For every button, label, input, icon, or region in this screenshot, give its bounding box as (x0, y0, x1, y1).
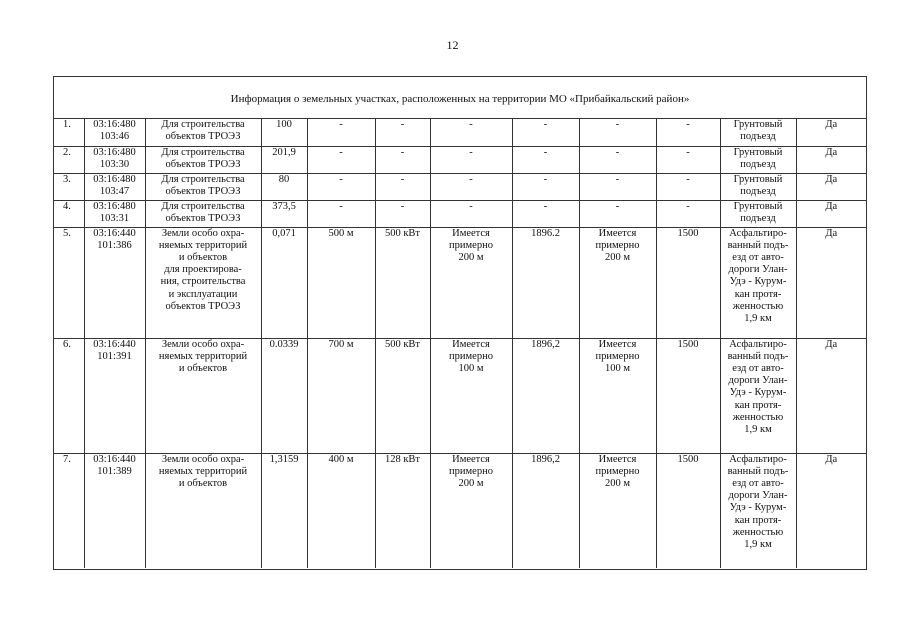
area-cell (261, 200, 307, 227)
sewerage-cell (579, 200, 656, 227)
cell-line: 200 м (604, 251, 631, 263)
cell-line: езд от авто- (732, 362, 784, 374)
cell-line: кан протя- (734, 288, 782, 300)
cell-line: Имеется (598, 453, 637, 465)
cell-line: няемых территорий (158, 350, 248, 362)
cell-line: Удэ - Курум- (729, 502, 787, 514)
cell-line: 1896.2 (531, 227, 560, 239)
cell-line: 03:16:480 (93, 119, 136, 130)
cell-line: дороги Улан- (728, 375, 788, 387)
cell-line: подъезд (740, 131, 776, 143)
cell-line: 100 (276, 119, 292, 130)
cell-line: 103:31 (99, 212, 130, 224)
cell-line: и объектов (178, 362, 228, 374)
road-access-cell (720, 227, 796, 338)
purpose-cell (145, 119, 261, 146)
availability-cell (796, 173, 866, 200)
cell-line: подъезд (740, 158, 776, 170)
availability-cell (796, 146, 866, 173)
cell-line: 101:391 (97, 350, 132, 362)
cadastral-number-cell (84, 453, 145, 568)
cell-line: Для строительства (161, 119, 245, 130)
cell-line: 100 м (458, 362, 484, 374)
cell-line: 200 м (458, 251, 484, 263)
water-value-cell (512, 338, 579, 453)
cell-line: 201,9 (272, 146, 296, 158)
cell-line: и объектов (178, 251, 228, 263)
cell-line: - (543, 200, 548, 212)
cell-line: объектов ТРОЭЗ (165, 185, 241, 197)
area-cell (261, 453, 307, 568)
distance-cell (307, 200, 375, 227)
water-value-cell (512, 227, 579, 338)
cell-line: 1,3159 (269, 453, 299, 465)
cell-line: Асфальтиро- (729, 453, 787, 465)
cell-line: - (339, 119, 343, 130)
cell-line: - (469, 200, 473, 212)
cell-line: 03:16:480 (93, 200, 136, 212)
cell-line: Имеется (452, 227, 490, 239)
cell-line: объектов ТРОЭЗ (165, 158, 241, 170)
cell-line: Имеется (452, 453, 490, 465)
page-number: 12 (446, 38, 459, 52)
sewerage-cell (579, 227, 656, 338)
table-title: Информация о земельных участках, расположенных на территории МО «Прибайкальский район» (54, 77, 866, 119)
cell-line: - (400, 146, 405, 158)
availability-cell (796, 119, 866, 146)
road-access-cell (720, 200, 796, 227)
area-cell (261, 227, 307, 338)
power-cell (375, 173, 430, 200)
cell-line: примерно (449, 350, 493, 362)
water-supply-cell (430, 227, 512, 338)
cell-line: Да (825, 338, 838, 350)
sewerage-cell (579, 146, 656, 173)
water-value-cell (512, 119, 579, 146)
road-access-cell (720, 173, 796, 200)
row-number-cell: 6. (54, 338, 84, 453)
cell-line: - (686, 146, 690, 158)
cell-line: - (543, 173, 548, 185)
cell-line: 101:386 (97, 239, 132, 251)
cadastral-number-cell (84, 119, 145, 146)
cell-line: 500 кВт (384, 227, 421, 239)
power-cell (375, 338, 430, 453)
availability-cell (796, 227, 866, 338)
cell-line: 103:30 (99, 158, 130, 170)
cell-line: Земли особо охра- (161, 453, 245, 465)
purpose-cell (145, 146, 261, 173)
cell-line: - (339, 200, 343, 212)
cell-line: Асфальтиро- (729, 338, 787, 350)
availability-cell (796, 453, 866, 568)
cell-line: 101:389 (97, 465, 132, 477)
water-supply-cell (430, 173, 512, 200)
row-number-cell: 3. (54, 173, 84, 200)
cell-line: 0,071 (272, 227, 296, 239)
cell-line: 1,9 км (744, 312, 772, 324)
cell-line: ванный подъ- (727, 465, 789, 477)
water-supply-cell (430, 119, 512, 146)
table-row (54, 173, 866, 200)
table-row (54, 338, 866, 453)
area-cell (261, 338, 307, 453)
water-value-cell (512, 200, 579, 227)
sewerage-value-cell (656, 200, 720, 227)
cell-line: женностью (732, 526, 784, 538)
sewerage-cell (579, 119, 656, 146)
cell-line: - (686, 119, 690, 130)
water-supply-cell (430, 146, 512, 173)
cell-line: 1500 (677, 338, 699, 350)
cell-line: 03:16:480 (93, 173, 136, 185)
cell-line: Для строительства (161, 173, 245, 185)
cell-line: ванный подъ- (727, 350, 789, 362)
cell-line: женностью (732, 300, 784, 312)
cell-line: - (686, 200, 690, 212)
distance-cell (307, 338, 375, 453)
row-number-cell: 5. (54, 227, 84, 338)
cell-line: ванный подъ- (727, 239, 789, 251)
cell-line: Да (825, 146, 838, 158)
cell-line: 700 м (328, 338, 354, 350)
sewerage-cell (579, 338, 656, 453)
purpose-cell (145, 227, 261, 338)
cell-line: - (615, 119, 620, 130)
table-row (54, 146, 866, 173)
sewerage-cell (579, 453, 656, 568)
distance-cell (307, 146, 375, 173)
cadastral-number-cell (84, 173, 145, 200)
sewerage-value-cell (656, 453, 720, 568)
cell-line: - (615, 146, 620, 158)
cell-line: примерно (449, 239, 493, 251)
power-cell (375, 119, 430, 146)
cell-line: дороги Улан- (728, 490, 788, 502)
distance-cell (307, 227, 375, 338)
cell-line: Да (825, 173, 838, 185)
road-access-cell (720, 453, 796, 568)
cell-line: Имеется (598, 227, 637, 239)
cell-line: Да (825, 227, 838, 239)
cell-line: Грунтовый (733, 119, 783, 130)
sewerage-value-cell (656, 146, 720, 173)
water-supply-cell (430, 200, 512, 227)
cell-line: Земли особо охра- (161, 227, 245, 239)
cell-line: няемых территорий (158, 239, 248, 251)
cell-line: примерно (595, 465, 640, 477)
land-plots-table (54, 119, 866, 568)
road-access-cell (720, 146, 796, 173)
distance-cell (307, 119, 375, 146)
cell-line: 1500 (677, 227, 699, 239)
cell-line: - (615, 173, 620, 185)
cell-line: - (469, 146, 473, 158)
cell-line: 1500 (677, 453, 699, 465)
purpose-cell (145, 200, 261, 227)
sewerage-value-cell (656, 173, 720, 200)
cell-line: - (615, 200, 620, 212)
cell-line: Грунтовый (733, 146, 783, 158)
cell-line: - (469, 119, 473, 130)
area-cell (261, 173, 307, 200)
distance-cell (307, 453, 375, 568)
cell-line: женностью (732, 411, 784, 423)
road-access-cell (720, 119, 796, 146)
cell-line: примерно (595, 350, 640, 362)
availability-cell (796, 338, 866, 453)
cell-line: подъезд (740, 185, 776, 197)
cell-line: 373,5 (272, 200, 296, 212)
cell-line: объектов ТРОЭЗ (165, 300, 241, 312)
cell-line: 1896,2 (531, 453, 560, 465)
availability-cell (796, 200, 866, 227)
cell-line: 0.0339 (269, 338, 299, 350)
cell-line: ния, строительства (160, 276, 246, 288)
cell-line: 03:16:440 (93, 453, 136, 465)
sewerage-value-cell (656, 227, 720, 338)
row-number-cell: 7. (54, 453, 84, 568)
area-cell (261, 146, 307, 173)
purpose-cell (145, 338, 261, 453)
cell-line: кан протя- (734, 514, 782, 526)
power-cell (375, 227, 430, 338)
cell-line: Земли особо охра- (161, 338, 245, 350)
purpose-cell (145, 173, 261, 200)
cell-line: 03:16:480 (93, 146, 136, 158)
cell-line: объектов ТРОЭЗ (165, 131, 241, 143)
cell-line: 400 м (328, 453, 354, 465)
cell-line: Удэ - Курум- (729, 276, 787, 288)
cadastral-number-cell (84, 200, 145, 227)
cell-line: для проектирова- (164, 264, 242, 276)
cell-line: Имеется (598, 338, 637, 350)
sewerage-value-cell (656, 338, 720, 453)
cell-line: 200 м (604, 477, 631, 489)
cell-line: Асфальтиро- (729, 227, 787, 239)
cell-line: Имеется (452, 338, 490, 350)
road-access-cell (720, 338, 796, 453)
cell-line: - (543, 119, 548, 130)
sewerage-value-cell (656, 119, 720, 146)
cell-line: езд от авто- (732, 477, 784, 489)
cell-line: объектов ТРОЭЗ (165, 212, 241, 224)
row-number-cell: 2. (54, 146, 84, 173)
row-number-cell: 4. (54, 200, 84, 227)
cell-line: - (400, 119, 405, 130)
cell-line: Для строительства (161, 200, 245, 212)
cell-line: и объектов (178, 477, 228, 489)
cell-line: няемых территорий (158, 465, 248, 477)
power-cell (375, 200, 430, 227)
cell-line: 128 кВт (384, 453, 421, 465)
cadastral-number-cell (84, 227, 145, 338)
cell-line: дороги Улан- (728, 264, 788, 276)
cell-line: кан протя- (734, 399, 782, 411)
cell-line: 1,9 км (744, 538, 772, 550)
cell-line: 103:46 (99, 131, 130, 143)
purpose-cell (145, 453, 261, 568)
cell-line: Да (825, 453, 838, 465)
water-supply-cell (430, 338, 512, 453)
table-row (54, 119, 866, 146)
water-value-cell (512, 146, 579, 173)
cell-line: - (339, 173, 343, 185)
table-row (54, 200, 866, 227)
cell-line: Да (825, 200, 838, 212)
distance-cell (307, 173, 375, 200)
cell-line: Грунтовый (733, 173, 783, 185)
cell-line: Да (825, 119, 838, 130)
land-plots-table-frame (53, 76, 867, 570)
cell-line: 1,9 км (744, 423, 772, 435)
cell-line: примерно (449, 465, 493, 477)
cadastral-number-cell (84, 338, 145, 453)
water-value-cell (512, 453, 579, 568)
row-number-cell: 1. (54, 119, 84, 146)
power-cell (375, 146, 430, 173)
cell-line: Для строительства (161, 146, 245, 158)
water-value-cell (512, 173, 579, 200)
cadastral-number-cell (84, 146, 145, 173)
power-cell (375, 453, 430, 568)
cell-line: 200 м (458, 477, 484, 489)
area-cell (261, 119, 307, 146)
cell-line: 1896,2 (531, 338, 560, 350)
cell-line: - (686, 173, 690, 185)
sewerage-cell (579, 173, 656, 200)
cell-line: и эксплуатации (168, 288, 238, 300)
cell-line: 500 кВт (384, 338, 421, 350)
cell-line: езд от авто- (732, 251, 784, 263)
cell-line: - (400, 200, 405, 212)
cell-line: примерно (595, 239, 640, 251)
cell-line: - (400, 173, 405, 185)
cell-line: Грунтовый (733, 200, 783, 212)
cell-line: 100 м (604, 362, 631, 374)
table-row (54, 227, 866, 338)
table-row (54, 453, 866, 568)
cell-line: 03:16:440 (93, 338, 136, 350)
water-supply-cell (430, 453, 512, 568)
cell-line: Удэ - Курум- (729, 387, 787, 399)
cell-line: - (543, 146, 548, 158)
cell-line: подъезд (740, 212, 776, 224)
cell-line: 03:16:440 (93, 227, 136, 239)
cell-line: 103:47 (99, 185, 130, 197)
cell-line: 500 м (328, 227, 354, 239)
cell-line: - (339, 146, 343, 158)
cell-line: - (469, 173, 473, 185)
cell-line: 80 (278, 173, 290, 185)
